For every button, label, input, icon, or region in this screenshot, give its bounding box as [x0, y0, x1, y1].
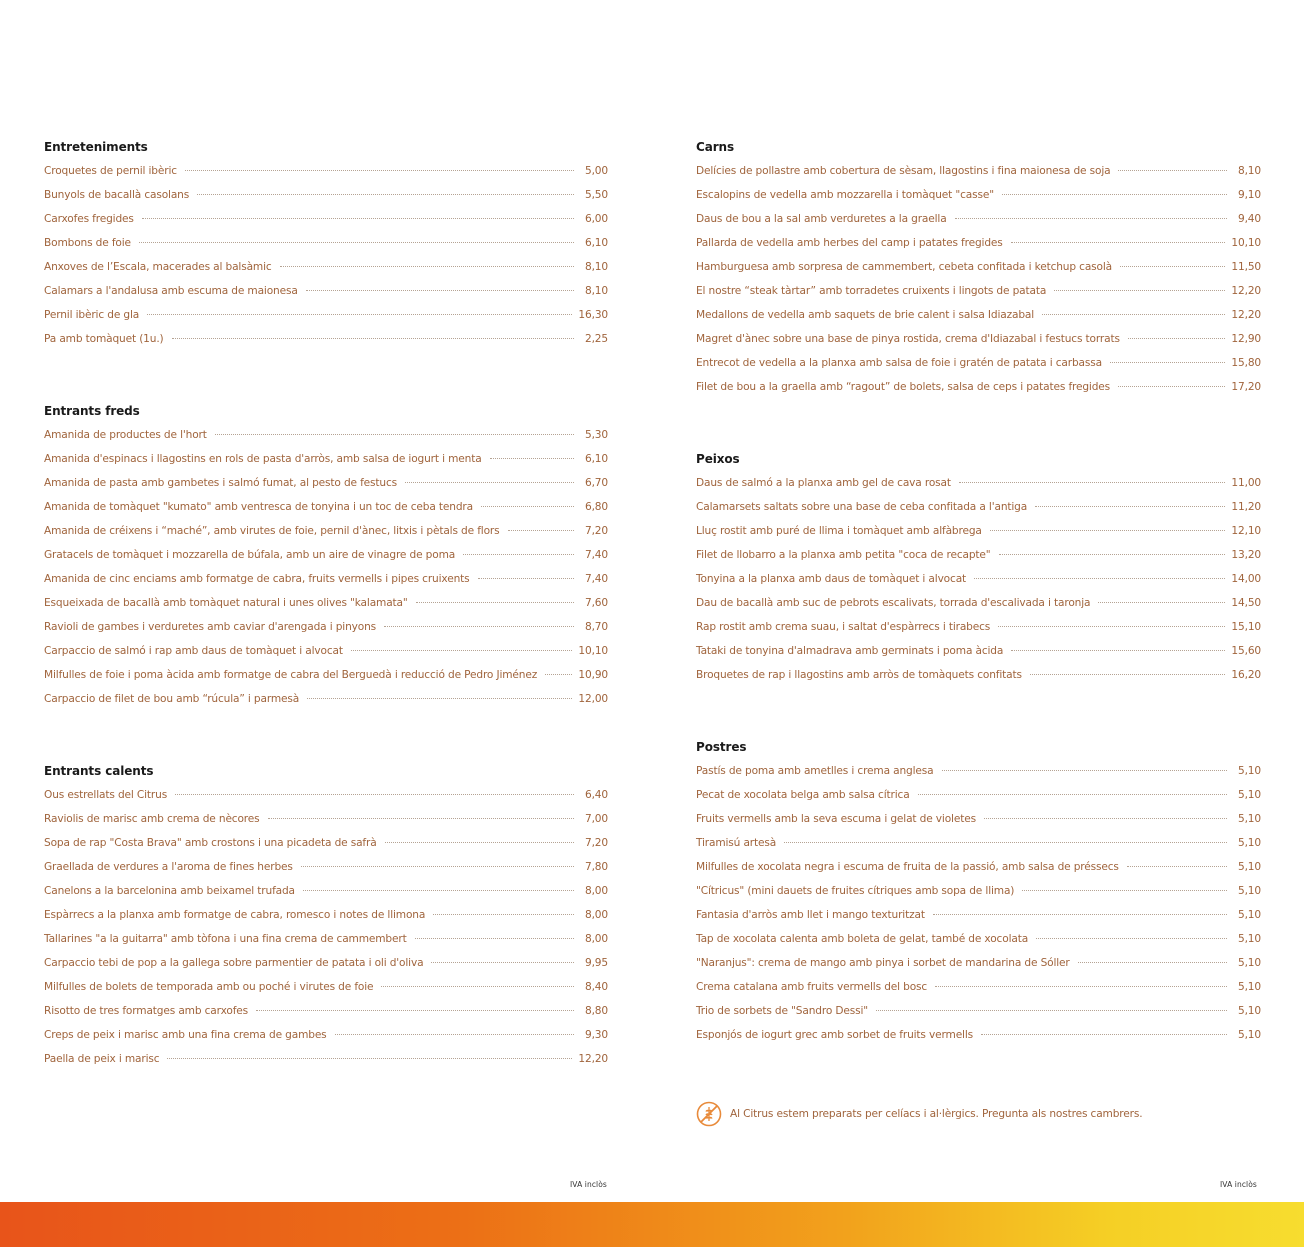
section-spacer — [44, 715, 608, 763]
menu-item-price: 8,10 — [585, 261, 608, 273]
dot-leader — [935, 978, 1227, 987]
menu-item-price: 12,10 — [1231, 525, 1261, 537]
menu-item-price: 5,30 — [585, 429, 608, 441]
menu-item-price: 5,10 — [1238, 981, 1261, 993]
menu-item-price: 11,00 — [1231, 477, 1261, 489]
dot-leader — [1110, 354, 1225, 363]
menu-item-name: Tap de xocolata calenta amb boleta de gelat, també de xocolata — [696, 933, 1029, 945]
menu-item-price: 7,00 — [585, 813, 608, 825]
dot-leader — [1120, 258, 1225, 267]
dot-leader — [268, 810, 574, 819]
menu-item-name: Anxoves de l’Escala, macerades al balsàmic — [44, 261, 272, 273]
menu-item-price: 5,10 — [1238, 813, 1261, 825]
menu-section — [44, 763, 608, 1075]
menu-item — [44, 235, 608, 259]
menu-item-name: Carpaccio de filet de bou amb “rúcula” i parmesà — [44, 693, 300, 705]
menu-item-name: Amanida d'espinacs i llagostins en rols de pasta d'arròs, amb salsa de iogurt i menta — [44, 453, 482, 465]
menu-item-price: 16,30 — [578, 309, 608, 321]
menu-item-name: Pernil ibèric de gla — [44, 309, 140, 321]
menu-item-price: 7,40 — [585, 549, 608, 561]
menu-item — [696, 667, 1261, 691]
dot-leader — [1011, 642, 1225, 651]
menu-section — [44, 139, 608, 355]
menu-item — [44, 259, 608, 283]
dot-leader — [490, 450, 574, 459]
menu-item-name: Amanida de créixens i “maché”, amb virutes de foie, pernil d'ànec, litxis i pètals de flors — [44, 525, 500, 537]
menu-item-price: 12,20 — [578, 1053, 608, 1065]
menu-item — [44, 979, 608, 1003]
section-title: Postres — [696, 740, 747, 754]
dot-leader — [955, 210, 1227, 219]
menu-item-price: 7,20 — [585, 837, 608, 849]
menu-item — [44, 187, 608, 211]
menu-item-name: Risotto de tres formatges amb carxofes — [44, 1005, 249, 1017]
dot-leader — [1118, 378, 1225, 387]
menu-item — [696, 211, 1261, 235]
menu-item — [696, 619, 1261, 643]
menu-item-name: El nostre “steak tàrtar” amb torradetes cruixents i lingots de patata — [696, 285, 1047, 297]
menu-item-price: 6,40 — [585, 789, 608, 801]
menu-item-name: "Cítricus" (mini dauets de fruites cítriques amb sopa de llima) — [696, 885, 1015, 897]
menu-item-name: Raviolis de marisc amb crema de nècores — [44, 813, 260, 825]
menu-item-name: Esponjós de iogurt grec amb sorbet de fruits vermells — [696, 1029, 974, 1041]
menu-item-price: 5,10 — [1238, 837, 1261, 849]
menu-item-name: Delícies de pollastre amb cobertura de sèsam, llagostins i fina maionesa de soja — [696, 165, 1111, 177]
menu-item-name: Amanida de pasta amb gambetes i salmó fumat, al pesto de festucs — [44, 477, 398, 489]
menu-item — [696, 787, 1261, 811]
section-title: Carns — [696, 140, 735, 154]
menu-item-price: 6,10 — [585, 237, 608, 249]
dot-leader — [303, 882, 574, 891]
menu-item-price: 8,40 — [585, 981, 608, 993]
menu-item-price: 15,10 — [1231, 621, 1261, 633]
celiac-footnote — [696, 1100, 1142, 1128]
menu-item-price: 6,00 — [585, 213, 608, 225]
dot-leader — [1002, 186, 1227, 195]
menu-item-price: 12,20 — [1231, 309, 1261, 321]
dot-leader — [933, 906, 1227, 915]
menu-item-price: 6,80 — [585, 501, 608, 513]
menu-item — [44, 523, 608, 547]
menu-item-name: Espàrrecs a la planxa amb formatge de cabra, romesco i notes de llimona — [44, 909, 426, 921]
dot-leader — [1118, 162, 1227, 171]
menu-item — [44, 475, 608, 499]
section-title: Entrants calents — [44, 764, 154, 778]
dot-leader — [998, 618, 1225, 627]
menu-item — [44, 307, 608, 331]
dot-leader — [306, 282, 574, 291]
menu-item-name: Pecat de xocolata belga amb salsa cítrica — [696, 789, 910, 801]
menu-item-price: 8,70 — [585, 621, 608, 633]
dot-leader — [301, 858, 574, 867]
menu-item — [696, 235, 1261, 259]
dot-leader — [1011, 234, 1226, 243]
dot-leader — [508, 522, 575, 531]
menu-item-price: 7,40 — [585, 573, 608, 585]
menu-item-name: Croquetes de pernil ibèric — [44, 165, 177, 177]
dot-leader — [478, 570, 574, 579]
menu-item-price: 5,10 — [1238, 957, 1261, 969]
menu-item-price: 5,10 — [1238, 933, 1261, 945]
menu-item-price: 9,30 — [585, 1029, 608, 1041]
dot-leader — [351, 642, 573, 651]
menu-item-name: Fantasia d'arròs amb llet i mango texturitzat — [696, 909, 925, 921]
menu-item-price: 9,10 — [1238, 189, 1261, 201]
menu-item — [44, 331, 608, 355]
menu-item-price: 5,10 — [1238, 765, 1261, 777]
dot-leader — [185, 162, 574, 171]
menu-item — [696, 523, 1261, 547]
dot-leader — [385, 834, 574, 843]
gluten-free-icon — [696, 1101, 722, 1127]
menu-item-name: Fruits vermells amb la seva escuma i gelat de violetes — [696, 813, 976, 825]
menu-item-name: Crema catalana amb fruits vermells del bosc — [696, 981, 928, 993]
dot-leader — [197, 186, 574, 195]
menu-item-price: 5,10 — [1238, 861, 1261, 873]
menu-item — [696, 883, 1261, 907]
menu-item — [44, 955, 608, 979]
dot-leader — [405, 474, 574, 483]
dot-leader — [876, 1002, 1227, 1011]
menu-item-price: 11,50 — [1231, 261, 1261, 273]
menu-item — [44, 1051, 608, 1075]
menu-item — [44, 787, 608, 811]
dot-leader — [1030, 666, 1226, 675]
menu-item-name: Amanida de tomàquet "kumato" amb ventresca de tonyina i un toc de ceba tendra — [44, 501, 473, 513]
menu-item-price: 8,10 — [1238, 165, 1261, 177]
menu-item — [696, 811, 1261, 835]
menu-item-name: Carpaccio tebi de pop a la gallega sobre parmentier de patata i oli d'oliva — [44, 957, 424, 969]
menu-item — [696, 955, 1261, 979]
menu-item — [696, 187, 1261, 211]
menu-item-name: Entrecot de vedella a la planxa amb salsa de foie i gratén de patata i carbassa — [696, 357, 1102, 369]
menu-item — [44, 907, 608, 931]
menu-item — [696, 979, 1261, 1003]
footer-gradient-band — [0, 1202, 1304, 1247]
menu-item-name: Pastís de poma amb ametlles i crema anglesa — [696, 765, 934, 777]
menu-item-name: Hamburguesa amb sorpresa de cammembert, cebeta confitada i ketchup casolà — [696, 261, 1113, 273]
menu-item-price: 5,00 — [585, 165, 608, 177]
footnote-text: Al Citrus estem preparats per celíacs i al·lèrgics. Pregunta als nostres cambrers. — [730, 1108, 1143, 1120]
dot-leader — [172, 330, 574, 339]
dot-leader — [1054, 282, 1225, 291]
menu-item-name: Filet de llobarro a la planxa amb petita "coca de recapte" — [696, 549, 991, 561]
menu-item-name: Esqueixada de bacallà amb tomàquet natural i unes olives "kalamata" — [44, 597, 408, 609]
menu-item — [44, 1027, 608, 1051]
menu-item — [44, 691, 608, 715]
dot-leader — [1078, 954, 1227, 963]
menu-item — [44, 211, 608, 235]
menu-item-name: Ous estrellats del Citrus — [44, 789, 168, 801]
menu-item-name: Tonyina a la planxa amb daus de tomàquet i alvocat — [696, 573, 967, 585]
dot-leader — [167, 1050, 572, 1059]
menu-item-name: Gratacels de tomàquet i mozzarella de búfala, amb un aire de vinagre de poma — [44, 549, 456, 561]
menu-item — [696, 499, 1261, 523]
menu-item — [44, 547, 608, 571]
menu-item-price: 5,10 — [1238, 885, 1261, 897]
menu-item — [44, 835, 608, 859]
dot-leader — [1022, 882, 1227, 891]
menu-item-name: Amanida de cinc enciams amb formatge de cabra, fruits vermells i pipes cruixents — [44, 573, 470, 585]
menu-item-price: 17,20 — [1231, 381, 1261, 393]
dot-leader — [256, 1002, 574, 1011]
menu-item-price: 9,95 — [585, 957, 608, 969]
menu-item-price: 5,50 — [585, 189, 608, 201]
menu-item-price: 12,90 — [1231, 333, 1261, 345]
menu-item — [44, 283, 608, 307]
menu-item-name: Pa amb tomàquet (1u.) — [44, 333, 164, 345]
menu-item — [696, 931, 1261, 955]
menu-item-price: 7,60 — [585, 597, 608, 609]
menu-item-price: 15,80 — [1231, 357, 1261, 369]
section-title: Entreteniments — [44, 140, 148, 154]
menu-item — [44, 163, 608, 187]
vat-note-left: IVA inclòs — [570, 1180, 607, 1189]
menu-item — [696, 283, 1261, 307]
menu-item — [44, 619, 608, 643]
menu-item-name: Carpaccio de salmó i rap amb daus de tomàquet i alvocat — [44, 645, 343, 657]
section-spacer — [696, 691, 1261, 739]
menu-item-name: Daus de salmó a la planxa amb gel de cava rosat — [696, 477, 951, 489]
dot-leader — [1128, 330, 1226, 339]
menu-item-name: Broquetes de rap i llagostins amb arròs de tomàquets confitats — [696, 669, 1022, 681]
dot-leader — [384, 618, 574, 627]
menu-item-name: Lluç rostit amb puré de llima i tomàquet amb alfàbrega — [696, 525, 982, 537]
menu-item-price: 12,20 — [1231, 285, 1261, 297]
menu-item — [44, 451, 608, 475]
menu-item-name: Trio de sorbets de "Sandro Dessi" — [696, 1005, 868, 1017]
dot-leader — [481, 498, 574, 507]
menu-item-name: Ravioli de gambes i verduretes amb caviar d'arengada i pinyons — [44, 621, 377, 633]
menu-item — [696, 475, 1261, 499]
menu-item — [696, 1027, 1261, 1051]
dot-leader — [463, 546, 574, 555]
dot-leader — [335, 1026, 574, 1035]
menu-item-name: Milfulles de bolets de temporada amb ou poché i virutes de foie — [44, 981, 374, 993]
menu-item-name: Escalopins de vedella amb mozzarella i tomàquet "casse" — [696, 189, 994, 201]
menu-item-name: Rap rostit amb crema suau, i saltat d'espàrrecs i tirabecs — [696, 621, 991, 633]
menu-item — [44, 667, 608, 691]
menu-item-price: 14,50 — [1231, 597, 1261, 609]
menu-item — [696, 763, 1261, 787]
menu-item-price: 8,00 — [585, 909, 608, 921]
menu-item-name: Tallarines "a la guitarra" amb tòfona i una fina crema de cammembert — [44, 933, 407, 945]
menu-item-price: 6,10 — [585, 453, 608, 465]
menu-item-price: 11,20 — [1231, 501, 1261, 513]
dot-leader — [999, 546, 1226, 555]
menu-section — [44, 403, 608, 715]
dot-leader — [1042, 306, 1225, 315]
dot-leader — [147, 306, 572, 315]
menu-item-name: Calamarsets saltats sobre una base de ceba confitada a l'antiga — [696, 501, 1028, 513]
menu-item-price: 7,80 — [585, 861, 608, 873]
dot-leader — [415, 930, 574, 939]
dot-leader — [139, 234, 574, 243]
dot-leader — [990, 522, 1226, 531]
menu-item — [44, 931, 608, 955]
menu-item — [44, 571, 608, 595]
menu-item-name: Carxofes fregides — [44, 213, 134, 225]
menu-item-price: 12,00 — [578, 693, 608, 705]
menu-section — [696, 739, 1261, 1051]
menu-item-price: 8,10 — [585, 285, 608, 297]
menu-item — [696, 643, 1261, 667]
menu-item — [696, 595, 1261, 619]
dot-leader — [381, 978, 574, 987]
dot-leader — [1098, 594, 1225, 603]
dot-leader — [215, 426, 574, 435]
menu-item-price: 8,80 — [585, 1005, 608, 1017]
menu-item — [44, 643, 608, 667]
menu-item-name: Daus de bou a la sal amb verduretes a la graella — [696, 213, 947, 225]
menu-item — [696, 835, 1261, 859]
menu-item — [44, 859, 608, 883]
menu-item-name: Filet de bou a la graella amb “ragout” de bolets, salsa de ceps i patates fregides — [696, 381, 1111, 393]
menu-item-name: Dau de bacallà amb suc de pebrots escalivats, torrada d'escalivada i taronja — [696, 597, 1091, 609]
menu-item — [696, 259, 1261, 283]
menu-item — [696, 355, 1261, 379]
menu-item-name: Tataki de tonyina d'almadrava amb germinats i poma àcida — [696, 645, 1004, 657]
menu-item-price: 5,10 — [1238, 789, 1261, 801]
menu-item-price: 5,10 — [1238, 909, 1261, 921]
menu-item-price: 8,00 — [585, 885, 608, 897]
menu-item-name: Milfulles de xocolata negra i escuma de fruita de la passió, amb salsa de préssecs — [696, 861, 1119, 873]
menu-item-price: 5,10 — [1238, 1005, 1261, 1017]
vat-note-right: IVA inclòs — [1220, 1180, 1257, 1189]
menu-item — [44, 427, 608, 451]
menu-section — [696, 139, 1261, 403]
menu-item — [696, 331, 1261, 355]
section-spacer — [44, 355, 608, 403]
menu-item-price: 15,60 — [1231, 645, 1261, 657]
menu-item-name: Milfulles de foie i poma àcida amb formatge de cabra del Berguedà i reducció de Pedro Jiménez — [44, 669, 538, 681]
menu-item-price: 8,00 — [585, 933, 608, 945]
menu-item-name: Graellada de verdures a l'aroma de fines herbes — [44, 861, 293, 873]
menu-item — [696, 907, 1261, 931]
dot-leader — [433, 906, 574, 915]
dot-leader — [974, 570, 1225, 579]
menu-item — [44, 595, 608, 619]
menu-item-price: 6,70 — [585, 477, 608, 489]
menu-item — [696, 859, 1261, 883]
menu-item-name: Bunyols de bacallà casolans — [44, 189, 190, 201]
menu-item-price: 9,40 — [1238, 213, 1261, 225]
menu-item-price: 7,20 — [585, 525, 608, 537]
menu-item-name: Bombons de foie — [44, 237, 131, 249]
menu-item-name: Amanida de productes de l'hort — [44, 429, 207, 441]
dot-leader — [280, 258, 574, 267]
section-title: Entrants freds — [44, 404, 140, 418]
menu-item-price: 16,20 — [1231, 669, 1261, 681]
menu-item — [696, 163, 1261, 187]
menu-item-price: 10,10 — [1231, 237, 1261, 249]
menu-item-name: "Naranjus": crema de mango amb pinya i sorbet de mandarina de Sóller — [696, 957, 1070, 969]
menu-item-price: 14,00 — [1231, 573, 1261, 585]
menu-section — [696, 451, 1261, 691]
menu-right-column — [696, 139, 1261, 1051]
dot-leader — [175, 786, 574, 795]
dot-leader — [416, 594, 574, 603]
menu-item-price: 2,25 — [585, 333, 608, 345]
dot-leader — [984, 810, 1227, 819]
menu-item — [44, 1003, 608, 1027]
menu-item — [696, 547, 1261, 571]
menu-item — [696, 379, 1261, 403]
section-title: Peixos — [696, 452, 740, 466]
dot-leader — [918, 786, 1227, 795]
menu-item-name: Medallons de vedella amb saquets de brie calent i salsa Idiazabal — [696, 309, 1035, 321]
dot-leader — [307, 690, 572, 699]
menu-item-price: 10,90 — [578, 669, 608, 681]
dot-leader — [545, 666, 572, 675]
menu-item-name: Magret d'ànec sobre una base de pinya rostida, crema d'Idiazabal i festucs torrats — [696, 333, 1120, 345]
menu-item-name: Calamars a l'andalusa amb escuma de maionesa — [44, 285, 298, 297]
section-spacer — [696, 403, 1261, 451]
menu-item-name: Pallarda de vedella amb herbes del camp i patates fregides — [696, 237, 1003, 249]
menu-item-name: Canelons a la barcelonina amb beixamel trufada — [44, 885, 295, 897]
menu-item-price: 10,10 — [578, 645, 608, 657]
menu-left-column — [44, 139, 608, 1075]
menu-item — [44, 499, 608, 523]
menu-item-name: Creps de peix i marisc amb una fina crema de gambes — [44, 1029, 327, 1041]
menu-item — [44, 811, 608, 835]
dot-leader — [959, 474, 1226, 483]
menu-item — [696, 571, 1261, 595]
dot-leader — [1035, 498, 1225, 507]
menu-item — [44, 883, 608, 907]
dot-leader — [1127, 858, 1227, 867]
menu-item-price: 13,20 — [1231, 549, 1261, 561]
menu-item — [696, 1003, 1261, 1027]
menu-item — [696, 307, 1261, 331]
dot-leader — [981, 1026, 1227, 1035]
dot-leader — [142, 210, 574, 219]
menu-item-name: Tiramisú artesà — [696, 837, 777, 849]
menu-item-name: Paella de peix i marisc — [44, 1053, 160, 1065]
dot-leader — [942, 762, 1228, 771]
dot-leader — [431, 954, 574, 963]
dot-leader — [1036, 930, 1227, 939]
dot-leader — [784, 834, 1227, 843]
menu-item-name: Sopa de rap "Costa Brava" amb crostons i una picadeta de safrà — [44, 837, 377, 849]
menu-item-price: 5,10 — [1238, 1029, 1261, 1041]
